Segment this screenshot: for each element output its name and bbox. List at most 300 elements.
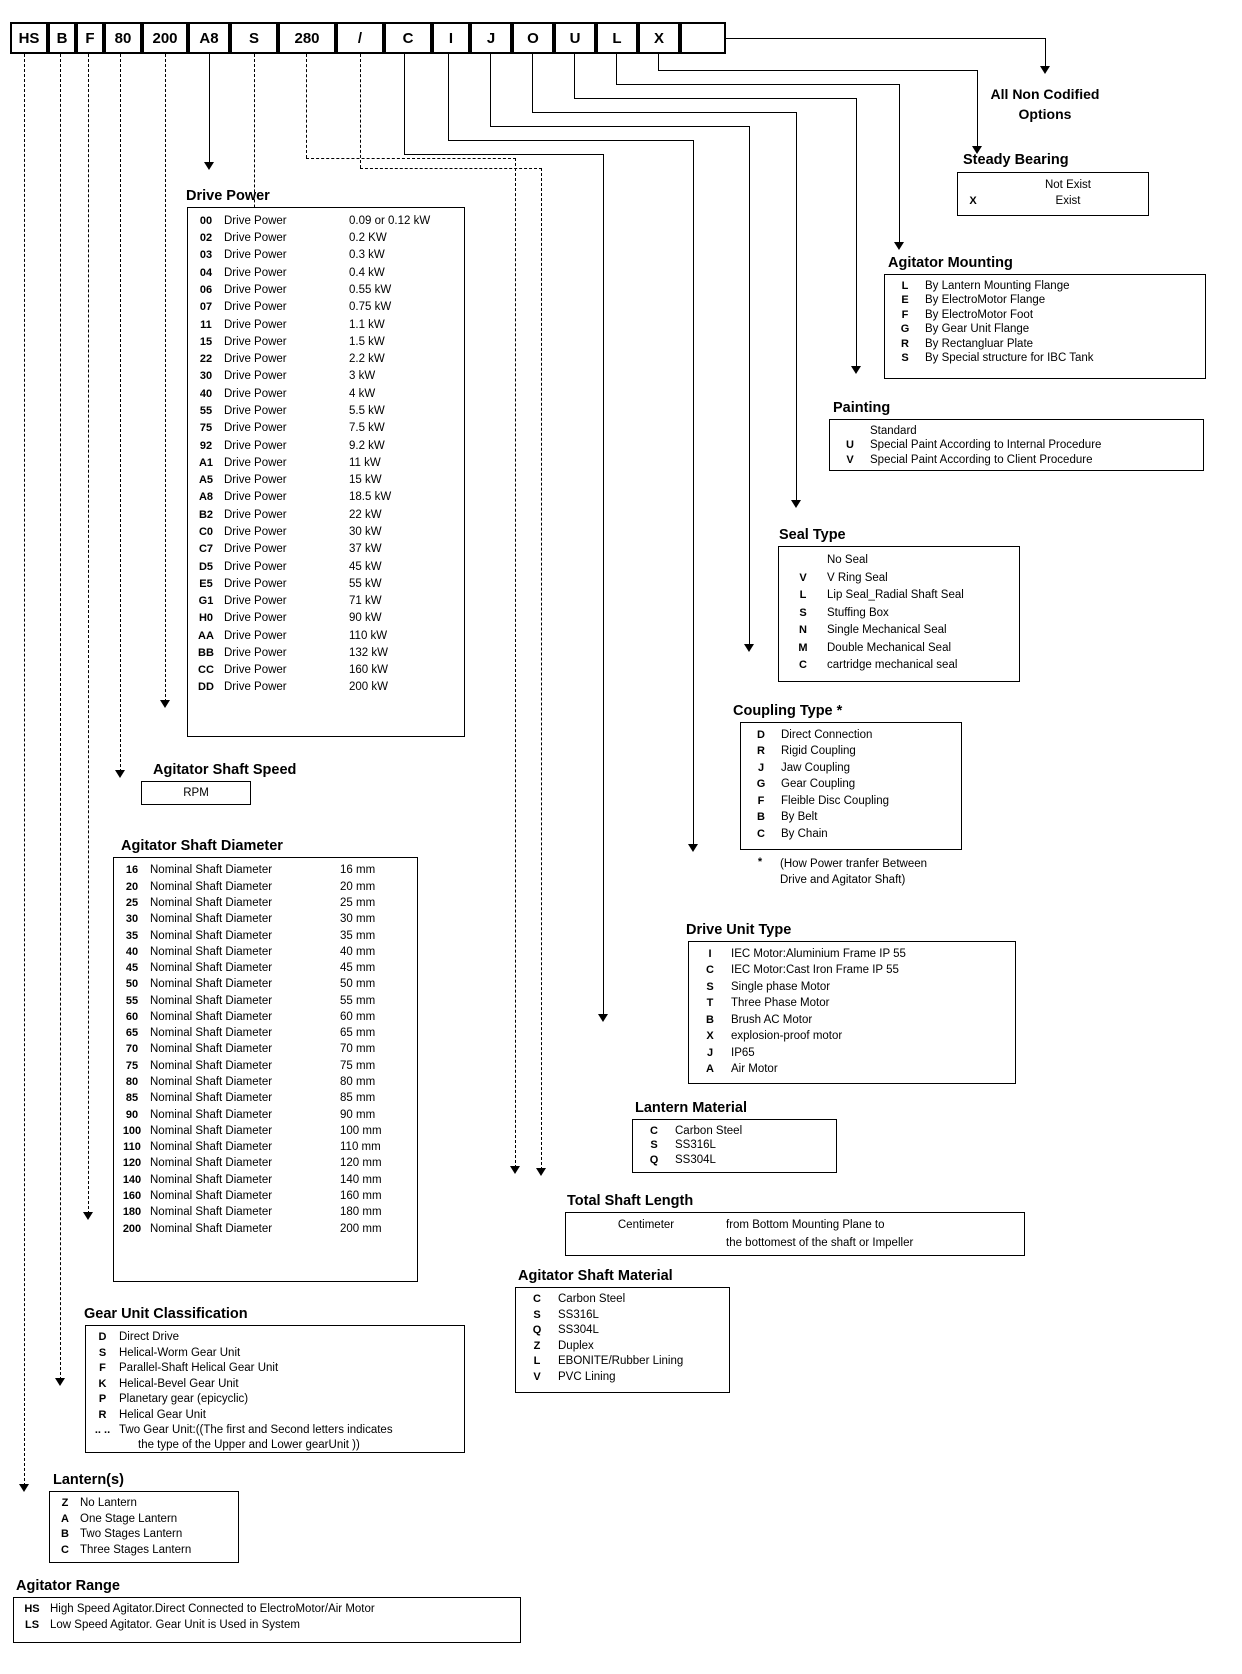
painting-title: Painting (833, 400, 891, 416)
row-key: E (901, 294, 909, 306)
drive-unit-type-panel (688, 941, 1016, 1084)
connector (165, 54, 166, 702)
row-key: R (98, 1408, 107, 1421)
row-value: 45 kW (349, 560, 382, 573)
row-key: B (61, 1528, 69, 1540)
list-item (86, 1330, 464, 1346)
list-item (114, 961, 417, 977)
row-value: 75 mm (340, 1059, 376, 1072)
arrow (55, 1378, 65, 1386)
row-value: 100 mm (340, 1124, 382, 1137)
row-label: Nominal Shaft Diameter (150, 1027, 273, 1040)
list-item (516, 1292, 729, 1308)
row-key: 55 (125, 994, 139, 1007)
row-label: SS304L (558, 1324, 599, 1336)
list-item (741, 826, 961, 843)
list-item (830, 424, 1203, 439)
arrow (894, 242, 904, 250)
row-key: 80 (125, 1076, 139, 1089)
row-key: S (650, 1139, 658, 1151)
row-value: 16 mm (340, 864, 376, 877)
row-value: 4 kW (349, 387, 376, 400)
code-cell-j[interactable]: J (470, 22, 512, 54)
row-label: Drive Power (224, 318, 287, 331)
row-label: Drive Power (224, 595, 287, 608)
list-item (114, 879, 417, 895)
row-value: 50 mm (340, 978, 376, 991)
row-key: 07 (199, 301, 213, 314)
code-cell-b[interactable]: B (48, 22, 76, 54)
row-label: Drive Power (224, 214, 287, 227)
list-item (188, 628, 464, 645)
row-value: 40 mm (340, 945, 376, 958)
coupling-type-panel (740, 722, 962, 850)
row-label: Drive Power (224, 474, 287, 487)
row-key: 35 (125, 929, 139, 942)
connector (899, 84, 900, 244)
connector (749, 126, 750, 646)
row-label: Helical-Bevel Gear Unit (119, 1377, 239, 1390)
row-label-continuation: the type of the Upper and Lower gearUnit )) (138, 1438, 360, 1451)
list-item (114, 1058, 417, 1074)
row-key: 180 (122, 1206, 142, 1219)
row-label: Drive Power (224, 232, 287, 245)
row-label: Two Stages Lantern (80, 1528, 183, 1540)
row-label: Nominal Shaft Diameter (150, 962, 273, 975)
list-item (188, 386, 464, 403)
row-value: 0.2 KW (349, 232, 387, 245)
list-item (188, 662, 464, 679)
row-key: 06 (199, 284, 213, 297)
row-key: L (901, 279, 909, 292)
code-cell-l[interactable]: L (596, 22, 638, 54)
connector (616, 84, 900, 85)
row-key: G1 (198, 595, 214, 608)
row-key: S (706, 980, 714, 993)
row-label: Two Gear Unit:((The first and Second letters indicates (119, 1424, 393, 1436)
steady-bearing-title: Steady Bearing (963, 152, 1069, 168)
list-item (188, 507, 464, 524)
row-key: S (98, 1346, 107, 1359)
row-value: 18.5 kW (349, 491, 392, 504)
list-item (188, 213, 464, 230)
row-key: 50 (125, 978, 139, 991)
row-label: Drive Power (224, 560, 287, 573)
connector (24, 54, 25, 1486)
list-item (50, 1543, 238, 1559)
drive-unit-type-title: Drive Unit Type (686, 922, 792, 938)
connector (574, 54, 575, 98)
list-item (188, 559, 464, 576)
drive-power-panel (187, 207, 465, 737)
connector (532, 112, 797, 113)
row-label: Nominal Shaft Diameter (150, 1190, 273, 1203)
row-label: Nominal Shaft Diameter (150, 1222, 273, 1235)
row-label: Single Mechanical Seal (827, 624, 947, 636)
code-cell-blank[interactable] (680, 22, 726, 54)
list-item (689, 1012, 1015, 1029)
list-item (633, 1153, 836, 1168)
row-key: U (846, 439, 854, 451)
row-label: Stuffing Box (827, 606, 889, 619)
row-label: Nominal Shaft Diameter (150, 880, 273, 893)
row-key: A1 (198, 456, 214, 469)
arrow (115, 770, 125, 778)
list-item (689, 946, 1015, 963)
list-item (188, 420, 464, 437)
row-key: F (99, 1362, 106, 1374)
connector (490, 126, 750, 127)
row-label: Drive Power (224, 249, 287, 262)
row-key: V (846, 453, 854, 466)
arrow (536, 1168, 546, 1176)
connector (120, 54, 121, 772)
row-key: 92 (199, 439, 213, 452)
list-item (188, 317, 464, 334)
row-label: Low Speed Agitator. Gear Unit is Used in System (50, 1618, 300, 1631)
row-key: D5 (198, 560, 214, 573)
list-item (689, 1045, 1015, 1062)
list-item (86, 1423, 464, 1453)
lanterns-title: Lantern(s) (53, 1472, 124, 1488)
row-value: 25 mm (340, 896, 376, 909)
row-label: Nominal Shaft Diameter (150, 994, 273, 1007)
list-item (885, 337, 1205, 352)
connector (616, 54, 617, 84)
row-label: Nominal Shaft Diameter (150, 978, 273, 991)
arrow (744, 644, 754, 652)
connector (404, 154, 604, 155)
code-cell-f[interactable]: F (76, 22, 104, 54)
non-codified-line1: All Non Codified (990, 86, 1100, 102)
row-key: P (98, 1393, 107, 1405)
row-key: X (969, 194, 977, 207)
row-key: 22 (199, 353, 213, 366)
row-value: 55 mm (340, 994, 376, 1007)
shaft-length-line2: the bottomest of the shaft or Impeller (726, 1236, 914, 1249)
row-key: V (533, 1370, 541, 1383)
coupling-type-title: Coupling Type * (733, 703, 843, 719)
row-label: Standard (870, 424, 917, 437)
list-item (741, 744, 961, 761)
connector (60, 54, 61, 1380)
total-shaft-length-panel (565, 1212, 1025, 1256)
row-key: HS (24, 1603, 40, 1615)
list-item (188, 490, 464, 507)
code-cell-hs[interactable]: HS (10, 22, 48, 54)
connector (88, 54, 89, 1214)
row-value: 45 mm (340, 962, 376, 975)
row-key: 04 (199, 266, 213, 279)
connector (448, 140, 694, 141)
arrow (1040, 66, 1050, 74)
row-label: Nominal Shaft Diameter (150, 929, 273, 942)
non-codified-options (940, 84, 1150, 125)
row-key: I (708, 947, 712, 960)
arrow (791, 500, 801, 508)
list-item (633, 1124, 836, 1139)
arrow (83, 1212, 93, 1220)
row-key: 85 (125, 1092, 139, 1105)
list-item (885, 279, 1205, 294)
row-key: 100 (122, 1124, 142, 1137)
row-label: Drive Power (224, 681, 287, 694)
code-cell-s[interactable]: S (230, 22, 278, 54)
shaft-length-line1: from Bottom Mounting Plane to (726, 1219, 885, 1231)
row-value: 0.3 kW (349, 249, 385, 262)
row-label: Brush AC Motor (731, 1013, 813, 1026)
row-key: 30 (125, 913, 139, 926)
row-key: 45 (125, 962, 139, 975)
connector (726, 38, 1046, 39)
row-label: Nominal Shaft Diameter (150, 1173, 273, 1186)
row-label: Nominal Shaft Diameter (150, 1043, 273, 1056)
row-key: 140 (122, 1173, 142, 1186)
row-label: Jaw Coupling (781, 761, 851, 774)
row-key: M (798, 641, 808, 654)
list-item (114, 1140, 417, 1156)
row-label: Drive Power (224, 508, 287, 521)
list-item (188, 541, 464, 558)
list-item (741, 810, 961, 827)
list-item (114, 1010, 417, 1026)
row-key: S (533, 1308, 541, 1321)
row-label: Drive Power (224, 353, 287, 366)
list-item (114, 1172, 417, 1188)
list-item (114, 1205, 417, 1221)
row-label: Drive Power (224, 387, 287, 400)
list-item (516, 1339, 729, 1355)
list-item (188, 455, 464, 472)
rpm-label: RPM (183, 787, 209, 799)
list-item (885, 308, 1205, 323)
list-item (50, 1512, 238, 1528)
row-key: D (757, 728, 765, 741)
list-item (86, 1346, 464, 1362)
row-label: Nominal Shaft Diameter (150, 1141, 273, 1154)
list-item (779, 552, 1019, 570)
list-item (188, 610, 464, 627)
connector (360, 54, 361, 168)
row-value: 200 mm (340, 1222, 382, 1235)
list-item (50, 1496, 238, 1512)
list-item (188, 438, 464, 455)
row-label: Single phase Motor (731, 980, 831, 993)
row-value: 1.1 kW (349, 318, 385, 331)
list-item (741, 727, 961, 744)
list-item (114, 863, 417, 879)
list-item (958, 194, 1148, 210)
row-key: G (756, 778, 766, 790)
row-label: Three Phase Motor (731, 997, 830, 1009)
row-label: Helical-Worm Gear Unit (119, 1346, 241, 1359)
arrow (204, 162, 214, 170)
row-value: 0.75 kW (349, 301, 392, 314)
row-value: 70 mm (340, 1043, 376, 1056)
list-item (86, 1377, 464, 1393)
gear-unit-classification-title: Gear Unit Classification (84, 1306, 248, 1322)
list-item (779, 605, 1019, 623)
row-label: Drive Power (224, 664, 287, 677)
row-key: R (901, 337, 909, 350)
row-value: 20 mm (340, 880, 376, 893)
painting-panel (829, 419, 1204, 471)
agitator-shaft-material-title: Agitator Shaft Material (518, 1268, 673, 1284)
list-item (188, 299, 464, 316)
row-value: 2.2 kW (349, 353, 385, 366)
list-item (114, 1026, 417, 1042)
list-item (885, 352, 1205, 367)
code-cell-x[interactable]: X (638, 22, 680, 54)
row-key: A (706, 1063, 714, 1075)
row-label: Nominal Shaft Diameter (150, 1206, 273, 1219)
connector (856, 98, 857, 368)
row-label: Nominal Shaft Diameter (150, 1124, 273, 1137)
row-value: 0.09 or 0.12 kW (349, 214, 431, 227)
arrow (688, 844, 698, 852)
row-key: S (901, 352, 909, 364)
row-value: 65 mm (340, 1027, 376, 1040)
row-label: No Seal (827, 554, 868, 566)
row-label: Drive Power (224, 266, 287, 279)
row-key: E5 (199, 577, 213, 590)
connector (404, 54, 405, 154)
row-key: F (901, 308, 909, 321)
row-key: C (799, 659, 807, 671)
list-item (114, 944, 417, 960)
row-key: .. .. (94, 1424, 111, 1436)
row-label: V Ring Seal (827, 571, 888, 584)
row-key: 40 (125, 945, 139, 958)
connector (541, 168, 542, 1170)
connector (515, 158, 516, 1168)
connector (490, 54, 491, 126)
list-item (114, 1221, 417, 1237)
list-item (188, 230, 464, 247)
agitator-mounting-panel (884, 274, 1206, 379)
code-cell-c[interactable]: C (384, 22, 432, 54)
row-value: 120 mm (340, 1157, 382, 1170)
row-key: S (799, 606, 807, 619)
row-key: L (799, 589, 807, 601)
footnote-line2: Drive and Agitator Shaft) (780, 873, 906, 886)
row-label: Duplex (558, 1339, 594, 1352)
agitator-shaft-material-panel (515, 1287, 730, 1393)
gear-unit-classification-panel (85, 1325, 465, 1453)
row-label: Nominal Shaft Diameter (150, 896, 273, 909)
row-value: 180 mm (340, 1206, 382, 1219)
list-item (188, 334, 464, 351)
connector (796, 112, 797, 502)
row-value: 0.55 kW (349, 284, 392, 297)
row-value: 110 mm (340, 1141, 381, 1154)
row-label: IEC Motor:Cast Iron Frame IP 55 (731, 964, 899, 976)
row-label: No Lantern (80, 1497, 137, 1509)
row-key: Z (533, 1339, 541, 1352)
list-item (114, 912, 417, 928)
arrow (160, 700, 170, 708)
row-label: Fleible Disc Coupling (781, 794, 890, 807)
code-cell-200[interactable]: 200 (142, 22, 188, 54)
row-value: 9.2 kW (349, 439, 385, 452)
list-item (741, 760, 961, 777)
code-cell-a8[interactable]: A8 (188, 22, 230, 54)
list-item (114, 993, 417, 1009)
row-label: SS316L (675, 1139, 716, 1151)
list-item (188, 524, 464, 541)
row-value: 35 mm (340, 929, 376, 942)
row-label: Helical Gear Unit (119, 1408, 206, 1421)
row-label: By Gear Unit Flange (925, 323, 1030, 335)
list-item (114, 1107, 417, 1123)
list-item (741, 777, 961, 794)
row-label: Nominal Shaft Diameter (150, 864, 273, 877)
row-key: 90 (125, 1108, 139, 1121)
row-value: 30 mm (340, 913, 376, 926)
row-label: Special Paint According to Internal Procedure (870, 439, 1102, 451)
code-cell-80[interactable]: 80 (104, 22, 142, 54)
row-key: 20 (125, 880, 139, 893)
row-label: Nominal Shaft Diameter (150, 1092, 273, 1105)
row-key: Q (649, 1153, 659, 1166)
row-label: Gear Coupling (781, 778, 856, 790)
row-key: 60 (125, 1010, 139, 1023)
row-key: C7 (198, 543, 214, 556)
row-label: Drive Power (224, 370, 287, 383)
row-label: Drive Power (224, 422, 287, 435)
row-key: N (799, 624, 807, 636)
row-key: 03 (199, 249, 213, 262)
arrow (598, 1014, 608, 1022)
list-item (689, 996, 1015, 1013)
row-label: Nominal Shaft Diameter (150, 1010, 273, 1023)
list-item (830, 439, 1203, 454)
code-cell-i[interactable]: I (432, 22, 470, 54)
row-label: Carbon Steel (675, 1124, 743, 1137)
row-key: Q (532, 1324, 542, 1336)
list-item (188, 403, 464, 420)
list-item (114, 928, 417, 944)
row-label: Exist (1055, 194, 1081, 207)
code-cell-280[interactable]: 280 (278, 22, 336, 54)
row-key: C (757, 827, 765, 840)
row-key: A8 (198, 491, 214, 504)
row-value: 22 kW (349, 508, 382, 521)
agitator-range-title: Agitator Range (16, 1578, 120, 1594)
row-label: By Belt (781, 811, 818, 823)
non-codified-line2: Options (1018, 106, 1072, 123)
code-cell-slash[interactable]: / (336, 22, 384, 54)
row-key: 00 (199, 214, 213, 227)
steady-bearing-panel (957, 172, 1149, 216)
arrow (510, 1166, 520, 1174)
row-label: Double Mechanical Seal (827, 641, 952, 654)
drive-power-title: Drive Power (186, 188, 270, 204)
row-label: Nominal Shaft Diameter (150, 1108, 273, 1121)
list-item (188, 265, 464, 282)
row-key: 120 (122, 1157, 142, 1170)
code-cell-u[interactable]: U (554, 22, 596, 54)
list-item (689, 1029, 1015, 1046)
connector (448, 54, 449, 140)
code-cell-o[interactable]: O (512, 22, 554, 54)
row-label: One Stage Lantern (80, 1512, 178, 1525)
row-value: 85 mm (340, 1092, 376, 1105)
row-key: J (706, 1046, 714, 1059)
row-key: 110 (123, 1141, 141, 1154)
row-label: Drive Power (224, 543, 287, 556)
row-value: 90 mm (340, 1108, 376, 1121)
